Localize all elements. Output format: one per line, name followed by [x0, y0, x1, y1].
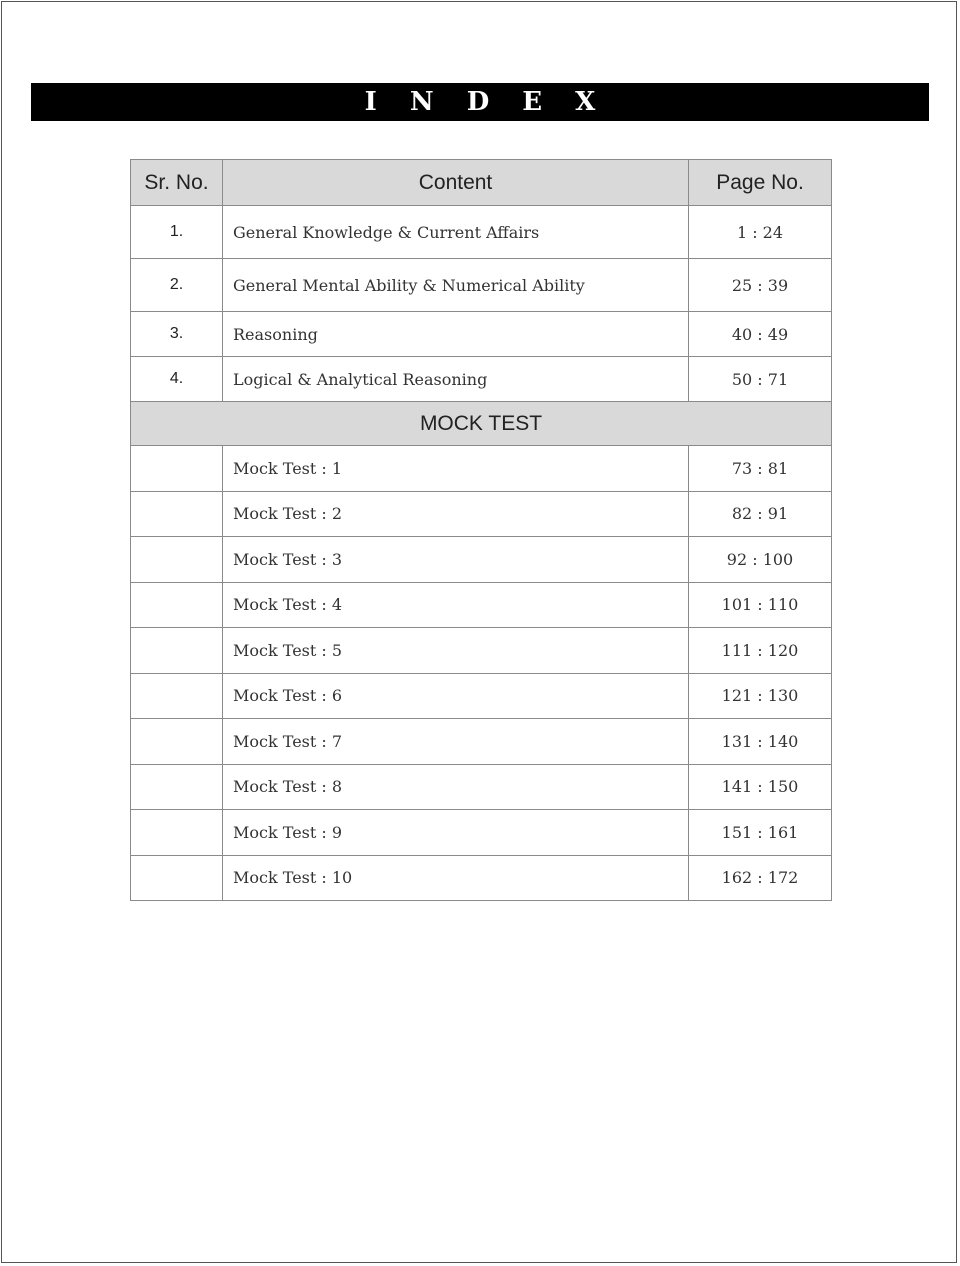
row-page-range: 151 : 161: [689, 810, 832, 856]
row-page-range: 25 : 39: [689, 259, 832, 312]
row-content: General Mental Ability & Numerical Ability: [223, 259, 689, 312]
row-sr-no-empty: [131, 582, 223, 628]
row-page-range: 141 : 150: [689, 764, 832, 810]
row-page-range: 162 : 172: [689, 855, 832, 901]
row-sr-no-empty: [131, 764, 223, 810]
row-content: Mock Test : 4: [223, 582, 689, 628]
row-content: Mock Test : 7: [223, 719, 689, 765]
row-content: Mock Test : 3: [223, 537, 689, 583]
row-sr-no-empty: [131, 628, 223, 674]
row-page-range: 50 : 71: [689, 357, 832, 402]
row-content: General Knowledge & Current Affairs: [223, 206, 689, 259]
row-content: Mock Test : 9: [223, 810, 689, 856]
row-page-range: 40 : 49: [689, 312, 832, 357]
row-content: Mock Test : 1: [223, 446, 689, 492]
row-content: Mock Test : 5: [223, 628, 689, 674]
row-page-range: 131 : 140: [689, 719, 832, 765]
row-content: Mock Test : 2: [223, 491, 689, 537]
section-header-row: [131, 402, 832, 446]
header-sr-no: Sr. No.: [131, 160, 223, 206]
row-content: Mock Test : 10: [223, 855, 689, 901]
mock-test-row: [131, 628, 832, 674]
table-row: [131, 259, 832, 312]
mock-test-row: [131, 764, 832, 810]
index-title-bar: [31, 83, 929, 121]
mock-test-row: [131, 446, 832, 492]
header-page-no: Page No.: [689, 160, 832, 206]
mock-test-row: [131, 673, 832, 719]
row-page-range: 101 : 110: [689, 582, 832, 628]
row-sr-no: 1.: [131, 206, 223, 259]
row-sr-no-empty: [131, 719, 223, 765]
row-content: Mock Test : 6: [223, 673, 689, 719]
row-sr-no-empty: [131, 855, 223, 901]
table-row: [131, 312, 832, 357]
table-row: [131, 206, 832, 259]
row-sr-no-empty: [131, 446, 223, 492]
row-page-range: 92 : 100: [689, 537, 832, 583]
row-page-range: 73 : 81: [689, 446, 832, 492]
mock-test-row: [131, 855, 832, 901]
row-page-range: 111 : 120: [689, 628, 832, 674]
table-row: [131, 357, 832, 402]
index-title: I N D E X: [364, 87, 608, 117]
row-content: Reasoning: [223, 312, 689, 357]
header-content: Content: [223, 160, 689, 206]
mock-test-row: [131, 537, 832, 583]
row-sr-no-empty: [131, 673, 223, 719]
row-page-range: 121 : 130: [689, 673, 832, 719]
row-sr-no-empty: [131, 810, 223, 856]
row-sr-no: 3.: [131, 312, 223, 357]
row-content: Mock Test : 8: [223, 764, 689, 810]
row-page-range: 1 : 24: [689, 206, 832, 259]
row-sr-no: 4.: [131, 357, 223, 402]
mock-test-row: [131, 810, 832, 856]
row-content: Logical & Analytical Reasoning: [223, 357, 689, 402]
row-sr-no-empty: [131, 537, 223, 583]
mock-test-row: [131, 582, 832, 628]
mock-test-row: [131, 719, 832, 765]
row-sr-no-empty: [131, 491, 223, 537]
mock-test-section-label: MOCK TEST: [131, 402, 832, 446]
row-page-range: 82 : 91: [689, 491, 832, 537]
mock-test-row: [131, 491, 832, 537]
row-sr-no: 2.: [131, 259, 223, 312]
table-header-row: [131, 160, 832, 206]
index-table: [130, 159, 832, 901]
